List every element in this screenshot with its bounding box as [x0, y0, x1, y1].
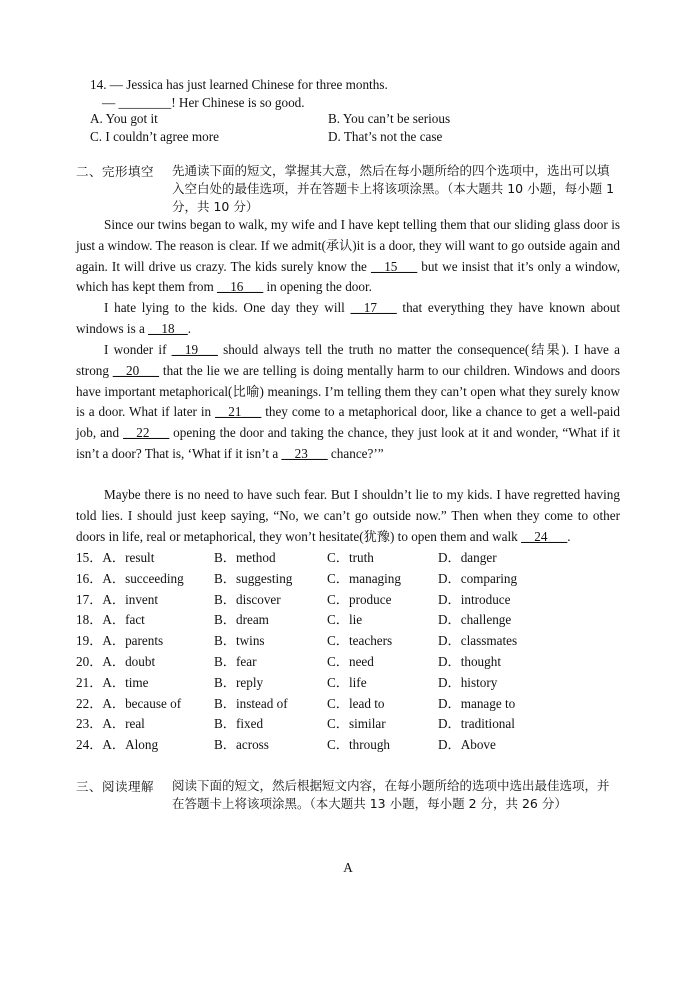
passage-paragraph-4: Maybe there is no need to have such fear. But I shouldn’t lie to my kids. I have regretted having told lies. I should just keep saying, “No, we can’t go outside now.” Then when they come to other doors in life, real or metaphorical, they won’t hesitate(犹豫) to open them and walk __24___.	[76, 487, 620, 544]
choice-row: 18．A．fact B．dream C．lie D．challenge	[76, 612, 512, 628]
blank-21: __21___	[215, 404, 262, 420]
choice-row: 23．A．real B．fixed C．similar D．traditional	[76, 716, 515, 732]
blank-20: __20___	[112, 362, 160, 378]
section3-title: 三、阅读理解	[76, 779, 155, 794]
q14-option-b: B. You can’t be serious	[328, 111, 451, 126]
blank-16: __16___	[217, 279, 264, 295]
passage-paragraph-1: Since our twins began to walk, my wife and I have kept telling them that our sliding glass door is just a window. The reason is clear. If we admit(承认)it is a door, they will want to go outside again and again. It will drive us crazy. The kids surely know the __15___ but we insist that it’s only a window, which has kept them from __16___ in opening the door.	[76, 217, 620, 295]
section2-title: 二、完形填空	[76, 164, 155, 179]
q14-option-d: D. That’s not the case	[328, 129, 443, 144]
choice-row: 20．A．doubt B．fear C．need D．thought	[76, 654, 502, 669]
choice-row: 22．A．because of B．instead of C．lead to D．manage to	[76, 695, 516, 711]
choice-row: 17．A．invent B．discover C．produce D．introduce	[76, 591, 511, 607]
blank-23: __23___	[281, 445, 328, 461]
choice-row: 16．A．succeeding B．suggesting C．managing D．comparing	[76, 570, 518, 586]
choice-row: 21．A．time B．reply C．life D．history	[76, 674, 498, 690]
blank-24: __24___	[521, 528, 568, 544]
choice-row: 19．A．parents B．twins C．teachers D．classmates	[76, 633, 518, 649]
q14-option-a: A. You got it	[90, 111, 158, 126]
blank-17: __17___	[350, 300, 397, 315]
choice-row: 24．A．Along B．across C．through D．Above	[76, 737, 496, 753]
section2-instruction: 先通读下面的短文，掌握其大意，然后在每小题所给的四个选项中，选出可以填入空白处的最佳选项，并在答题卡上将该项涂黑。（本大题共 10 小题，每小题 1 分，共 10 分）	[172, 163, 615, 214]
blank-19: __19___	[171, 342, 218, 357]
passage-label: A	[343, 860, 353, 875]
q14-option-c: C. I couldn’t agree more	[90, 129, 220, 144]
q14-response: — ________! Her Chinese is so good.	[102, 95, 305, 110]
blank-18: __18__	[148, 320, 188, 336]
passage-paragraph-2: I hate lying to the kids. One day they will __17___ that everything they have known about windows is a __18__.	[76, 300, 620, 336]
blank-22: __22___	[123, 425, 170, 441]
blank-15: __15___	[371, 258, 418, 274]
section3-instruction: 阅读下面的短文，然后根据短文内容，在每小题所给的选项中选出最佳选项，并在答题卡上将该项涂黑。（本大题共 13 小题，每小题 2 分，共 26 分）	[172, 778, 610, 811]
choice-row: 15．A．result B．method C．truth D．danger	[76, 550, 497, 565]
passage-paragraph-3: I wonder if __19___ should always tell the truth no matter the consequence(结果). I have a strong __20___ that the lie we are telling is doing mentally harm to our children. Windows and doors have important metaphorical(比喻) meanings. I’m telling them they can’t open what they surely know is a door. What if later in __21___ they come to a metaphorical door, like a chance to get a well-paid job, and __22___ opening the door and taking the chance, they just look at it and wonder, “What if it isn’t a door? That is, ‘What if it isn’t a __23___ chance?’”	[76, 342, 621, 461]
q14-question: 14. — Jessica has just learned Chinese for three months.	[90, 77, 388, 92]
